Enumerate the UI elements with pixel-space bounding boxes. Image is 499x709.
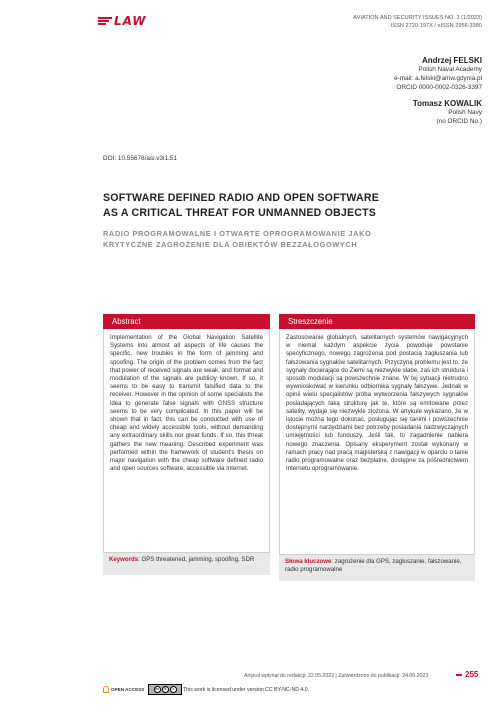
abstract-heading: Abstract [103, 314, 270, 329]
streszczenie-keywords [279, 555, 475, 581]
submission-dates: Artykuł wpłynął do redakcji: 22.05.2023 | Zatwierdzono do publikacji: 24.06.2023 [244, 673, 429, 679]
paper-title-line: AS A CRITICAL THREAT FOR UNMANNED OBJECTS [103, 207, 377, 219]
author-affiliation: Polish Navy [448, 109, 482, 116]
abstract-text: Implementation of the Global Navigation Satellite Systems into almost all aspects of life causes the specific, new troubles in the form of jamming and spoofing. The origin of the problem comes from the fact that power of received signals are weak, and format and modulation of the signals are publicly known. If so, it seems to be easy to transmit falsified data to the receiver. However in the opinion of some specialists the idea to generate false signals with GNSS structure seems to be very complicated. In this paper will be shown that in fact, this can be conducted with use of cheap and widely accessible tools, without demanding any extraordinary skills nor great funds. If so, this threat gathers the new meaning. Described experiment was performed within the framework of student's thesis on major navigation with the cheap software defined radio and open sources software, accessible via Internet. [103, 329, 270, 553]
streszczenie-heading: Streszczenie [279, 314, 475, 329]
author-name: Tomasz KOWALIK [412, 99, 482, 108]
paper-title-polish-line: KRYTYCZNE ZAGROŻENIE DLA OBIEKTÓW BEZZAŁOGOWYCH [103, 240, 358, 249]
author-name: Andrzej FELSKI [421, 56, 482, 65]
cc-license-icon[interactable]: cc $ = [148, 684, 182, 695]
author-affiliation: Polish Naval Academy [418, 66, 482, 73]
keywords-list: : GPS threatened, jamming, spoofing, SDR [138, 556, 255, 563]
page-number [456, 670, 478, 679]
logo-mark-icon [98, 15, 112, 27]
open-lock-icon [103, 686, 109, 693]
streszczenie-section [279, 314, 475, 581]
page-number-bar [456, 674, 462, 676]
author-email[interactable]: e-mail: a.felski@amw.gdynia.pl [394, 75, 482, 82]
page-number-value: 255 [465, 670, 479, 679]
author-orcid: (no ORCID No.) [436, 118, 482, 125]
author-orcid: ORCID 0000-0002-0326-3397 [396, 84, 482, 91]
doi[interactable]: DOI: 10.55676/asi.v3i1.51 [103, 155, 177, 162]
journal-issn: ISSN 2720-197X / eISSN 2956-3380 [390, 23, 482, 29]
streszczenie-text: Zastosowanie globalnych, satelitarnych systemów nawigacyjnych w niemal każdym aspekcie życia powoduje powstanie specyficznego, nowego zagrożenia pod postacią zagłuszania lub fałszowania sygnałów satelitarnych. Przyczyną problemu jest to, że sygnały docierające do Ziemi są niezwykle słabe, zaś ich struktura i sposób modulacji są powszechnie znane. W tej sytuacji nietrudno wywnioskować w kierunku odbiornika sygnały fałszywe. Jednak w opinii wielu specjalistów próba wytworzenia fałszywych sygnałów posiadających taką strukturę jak te, które są emitowane przez satelity, wydaje się niezwykle złożona. W artykule wykazano, że w istocie można tego dokonać, posługując się tanimi i powszechnie dostępnymi narzędziami bez potrzeby posiadania nadzwyczajnych umiejętności lub funduszy. Jeśli tak, to zagadnienie nabiera nowego znaczenia. Opisany eksperyment został wykonany w ramach pracy nad pracą magisterską z nawigacji w oparciu o tanie radio programowalne oraz bezpłatne, dostępne za pośrednictwem Internetu oprogramowanie. [279, 329, 475, 555]
journal-logo [98, 14, 147, 28]
paper-title-polish [103, 228, 463, 250]
author-block [394, 56, 482, 126]
keywords-list: : zagrożenie dla GPS, zagłuszanie, fałszowanie, radio programowalne [285, 558, 462, 574]
license-text: This work is licensed under version CC BY-NC-ND 4.0. [183, 687, 310, 693]
abstract-section [103, 314, 270, 575]
license-badges [103, 684, 182, 695]
paper-title-line: SOFTWARE DEFINED RADIO AND OPEN SOFTWARE [103, 192, 379, 204]
journal-info [353, 14, 482, 30]
journal-issue: AVIATION AND SECURITY ISSUES NO. 3 (1/2023) [353, 15, 482, 21]
open-access-badge [103, 686, 144, 693]
open-access-text: OPEN ACCESS [111, 687, 145, 692]
abstract-keywords [103, 553, 270, 575]
paper-title-polish-line: RADIO PROGRAMOWALNE I OTWARTE OPROGRAMOWANIE JAKO [103, 229, 372, 238]
keywords-label: Keywords [109, 556, 139, 563]
logo-text: LAW [114, 14, 147, 28]
keywords-label: Słowa kluczowe [285, 558, 332, 565]
paper-title [103, 191, 483, 221]
